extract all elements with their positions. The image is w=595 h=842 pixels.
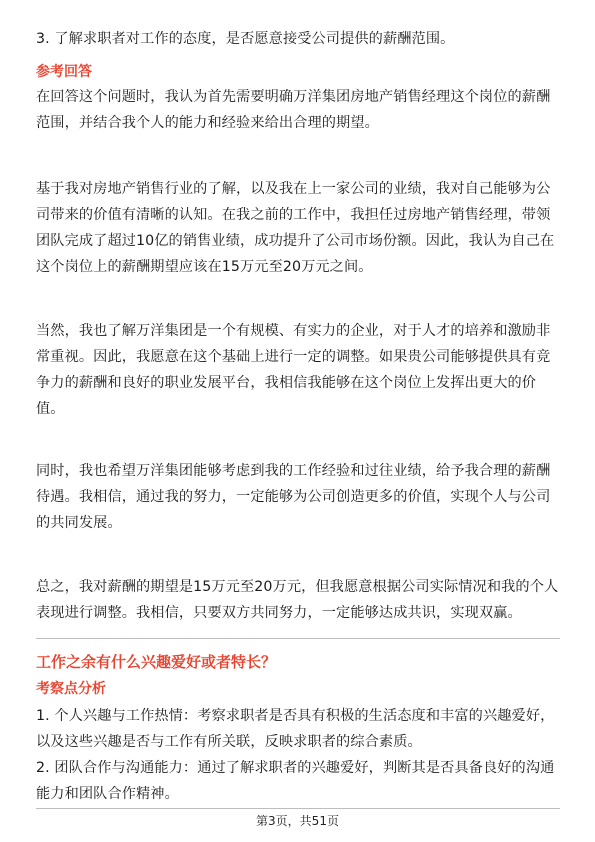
page-number: 第3页，共51页 [256,814,339,828]
answer-paragraph-3 [36,318,550,422]
text-line: 能力和团队合作精神。 [36,786,179,802]
text-line: 待遇。我相信，通过我的努力，一定能够为公司创造更多的价值，实现个人与公司 [36,489,551,505]
text-line: 常重视。因此，我愿意在这个基础上进行一定的调整。如果贵公司能够提供具有竞 [36,349,551,365]
text-line: 在回答这个问题时，我认为首先需要明确万洋集团房地产销售经理这个岗位的薪酬 [36,89,551,105]
analysis-heading: 考察点分析 [36,681,106,697]
text-line: 团队完成了超过10亿的销售业绩，成功提升了公司市场份额。因此，我认为自己在 [36,233,555,249]
text-line: 值。 [36,401,65,417]
text-line: 这个岗位上的薪酬期望应该在15万元至20万元之间。 [36,259,373,275]
text-line: 的共同发展。 [36,515,122,531]
footer-divider [36,808,560,809]
analysis-item-2 [36,755,554,807]
section-divider [36,638,560,639]
answer-heading: 参考回答 [36,64,92,80]
text-line: 2. 团队合作与沟通能力：通过了解求职者的兴趣爱好，判断其是否具备良好的沟通 [36,760,555,776]
text-line: 争力的薪酬和良好的职业发展平台，我相信我能够在这个岗位上发挥出更大的价 [36,375,537,391]
criteria-item-3: 3. 了解求职者对工作的态度，是否愿意接受公司提供的薪酬范围。 [36,31,455,47]
question-title: 工作之余有什么兴趣爱好或者特长？ [36,653,277,671]
text-line: 表现进行调整。我相信，只要双方共同努力，一定能够达成共识，实现双赢。 [36,605,522,621]
answer-paragraph-1 [36,84,550,136]
text-line: 以及这些兴趣是否与工作有所关联，反映求职者的综合素质。 [36,734,422,750]
text-line: 总之，我对薪酬的期望是15万元至20万元，但我愿意根据公司实际情况和我的个人 [36,579,559,595]
answer-paragraph-5 [36,574,558,626]
text-line: 基于我对房地产销售行业的了解，以及我在上一家公司的业绩，我对自己能够为公 [36,181,551,197]
analysis-item-1 [36,703,554,755]
text-line: 司带来的价值有清晰的认知。在我之前的工作中，我担任过房地产销售经理，带领 [36,207,551,223]
text-line: 同时，我也希望万洋集团能够考虑到我的工作经验和过往业绩，给予我合理的薪酬 [36,463,551,479]
answer-paragraph-2 [36,176,554,280]
answer-paragraph-4 [36,458,550,536]
text-line: 1. 个人兴趣与工作热情：考察求职者是否具有积极的生活态度和丰富的兴趣爱好， [36,708,555,724]
text-line: 当然，我也了解万洋集团是一个有规模、有实力的企业，对于人才的培养和激励非 [36,323,551,339]
text-line: 范围，并结合我个人的能力和经验来给出合理的期望。 [36,115,379,131]
